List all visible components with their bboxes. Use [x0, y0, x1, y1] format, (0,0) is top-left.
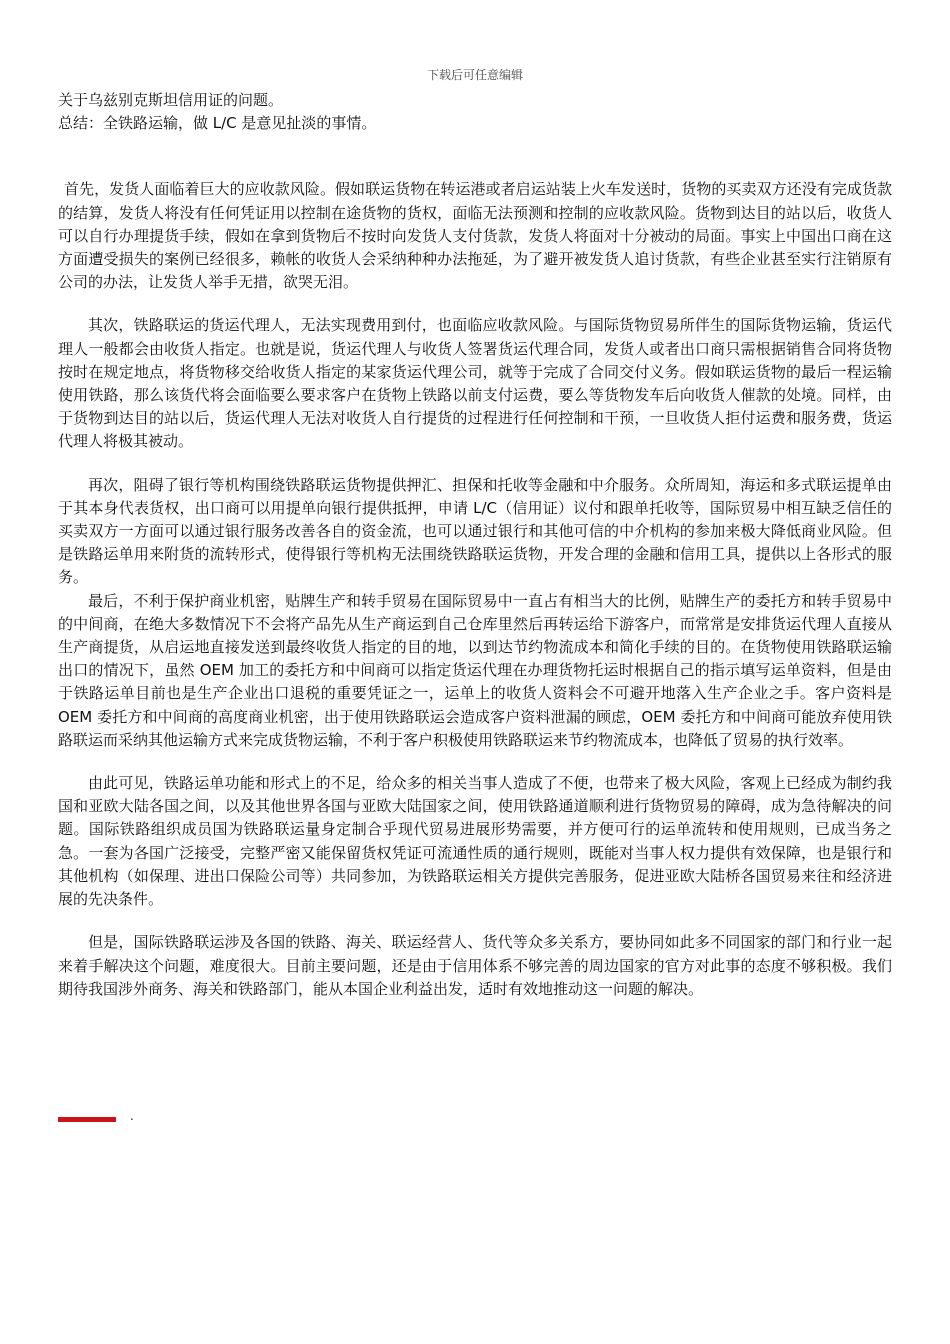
paragraph-sixth: 但是，国际铁路联运涉及各国的铁路、海关、联运经营人、货代等众多关系方，要协同如此多不同国家的部门和行业一起来着手解决这个问题，难度很大。目前主要问题，还是由于信用体系不够完善的周边国家的官方对此事的态度不够积极。我们期待我国涉外商务、海关和铁路部门，能从本国企业利益出发，适时有效地推动这一问题的解决。	[58, 933, 892, 998]
document-body	[58, 89, 892, 1001]
intro-line-2: 总结：全铁路运输，做 L/C 是意见扯淡的事情。	[58, 114, 377, 133]
footer-dot: .	[130, 1109, 134, 1123]
paragraph-second: 其次，铁路联运的货运代理人，无法实现费用到付，也面临应收款风险。与国际货物贸易所伴生的国际货物运输，货运代理人一般都会由收货人指定。也就是说，货运代理人与收货人签署货运代理合同，发货人或者出口商只需根据销售合同将货物按时在规定地点，将货物移交给收货人指定的某家货运代理公司，就等于完成了合同交付义务。假如联运货物的最后一程运输使用铁路，那么该货代将会面临要么要求客户在货物上铁路以前支付运费，要么等货物发车后向收货人催款的处境。同样，由于货物到达目的站以后，货运代理人无法对收货人自行提货的过程进行任何控制和干预，一旦收货人拒付运费和服务费，货运代理人将极其被动。	[58, 316, 892, 451]
paragraph-first: 首先，发货人面临着巨大的应收款风险。假如联运货物在转运港或者启运站装上火车发送时，货物的买卖双方还没有完成货款的结算，发货人将没有任何凭证用以控制在途货物的货权，面临无法预测和控制的应收款风险。货物到达目的站以后，收货人可以自行办理提货手续，假如在拿到货物后不按时向发货人支付货款，发货人将面对十分被动的局面。事实上中国出口商在这方面遭受损失的案例已经很多，赖帐的收货人会采纳种种办法拖延，为了避开被发货人追讨货款，有些企业甚至实行注销原有公司的办法，让发货人举手无措，欲哭无泪。	[58, 180, 892, 292]
page-header: 下载后可任意编辑	[426, 68, 523, 82]
paragraph-fourth: 最后，不利于保护商业机密，贴牌生产和转手贸易在国际贸易中一直占有相当大的比例，贴牌生产的委托方和转手贸易中的中间商，在绝大多数情况下不会将产品先从生产商运到自己仓库里然后再转运给下游客户，而常常是安排货运代理人直接从生产商提货，从启运地直接发送到最终收货人指定的目的地，以到达节约物流成本和简化手续的目的。在货物使用铁路联运输出口的情况下，虽然 OEM 加工的委托方和中间商可以指定货运代理在办理货物托运时根据自己的指示填写运单资料，但是由于铁路运单目前也是生产企业出口退税的重要凭证之一，运单上的收货人资料会不可避开地落入生产企业之手。客户资料是 OEM 委托方和中间商的高度商业机密，出于使用铁路联运会造成客户资料泄漏的顾虑，OEM 委托方和中间商可能放弃使用铁路联运而采纳其他运输方式来完成货物运输，不利于客户积极使用铁路联运来节约物流成本，也降低了贸易的执行效率。	[58, 591, 892, 749]
intro-line-1: 关于乌兹别克斯坦信用证的问题。	[58, 91, 284, 109]
paragraph-third: 再次，阻碍了银行等机构围绕铁路联运货物提供押汇、担保和托收等金融和中介服务。众所周知，海运和多式联运提单由于其本身代表货权，出口商可以用提单向银行提供抵押，申请 L/C（信用证）议付和跟单托收等，国际贸易中相互缺乏信任的买卖双方一方面可以通过银行服务改善各自的资金流，也可以通过银行和其他可信的中介机构的参加来极大降低商业风险。但是铁路运单用来附货的流转形式，使得银行等机构无法围绕铁路联运货物，开发合理的金融和信用工具，提供以上各形式的服务。	[58, 475, 892, 587]
red-bar-decoration	[58, 1117, 116, 1122]
paragraph-fifth: 由此可见，铁路运单功能和形式上的不足，给众多的相关当事人造成了不便，也带来了极大风险，客观上已经成为制约我国和亚欧大陆各国之间，以及其他世界各国与亚欧大陆国家之间，使用铁路通道顺利进行货物贸易的障碍，成为急待解决的问题。国际铁路组织成员国为铁路联运量身定制合乎现代贸易进展形势需要，并方便可行的运单流转和使用规则，已成当务之急。一套为各国广泛接受，完整严密又能保留货权凭证可流通性质的通行规则，既能对当事人权力提供有效保障，也是银行和其他机构（如保理、进出口保险公司等）共同参加，为铁路联运相关方提供完善服务，促进亚欧大陆桥各国贸易来往和经济进展的先决条件。	[58, 774, 892, 909]
footer-mark	[58, 1109, 134, 1125]
